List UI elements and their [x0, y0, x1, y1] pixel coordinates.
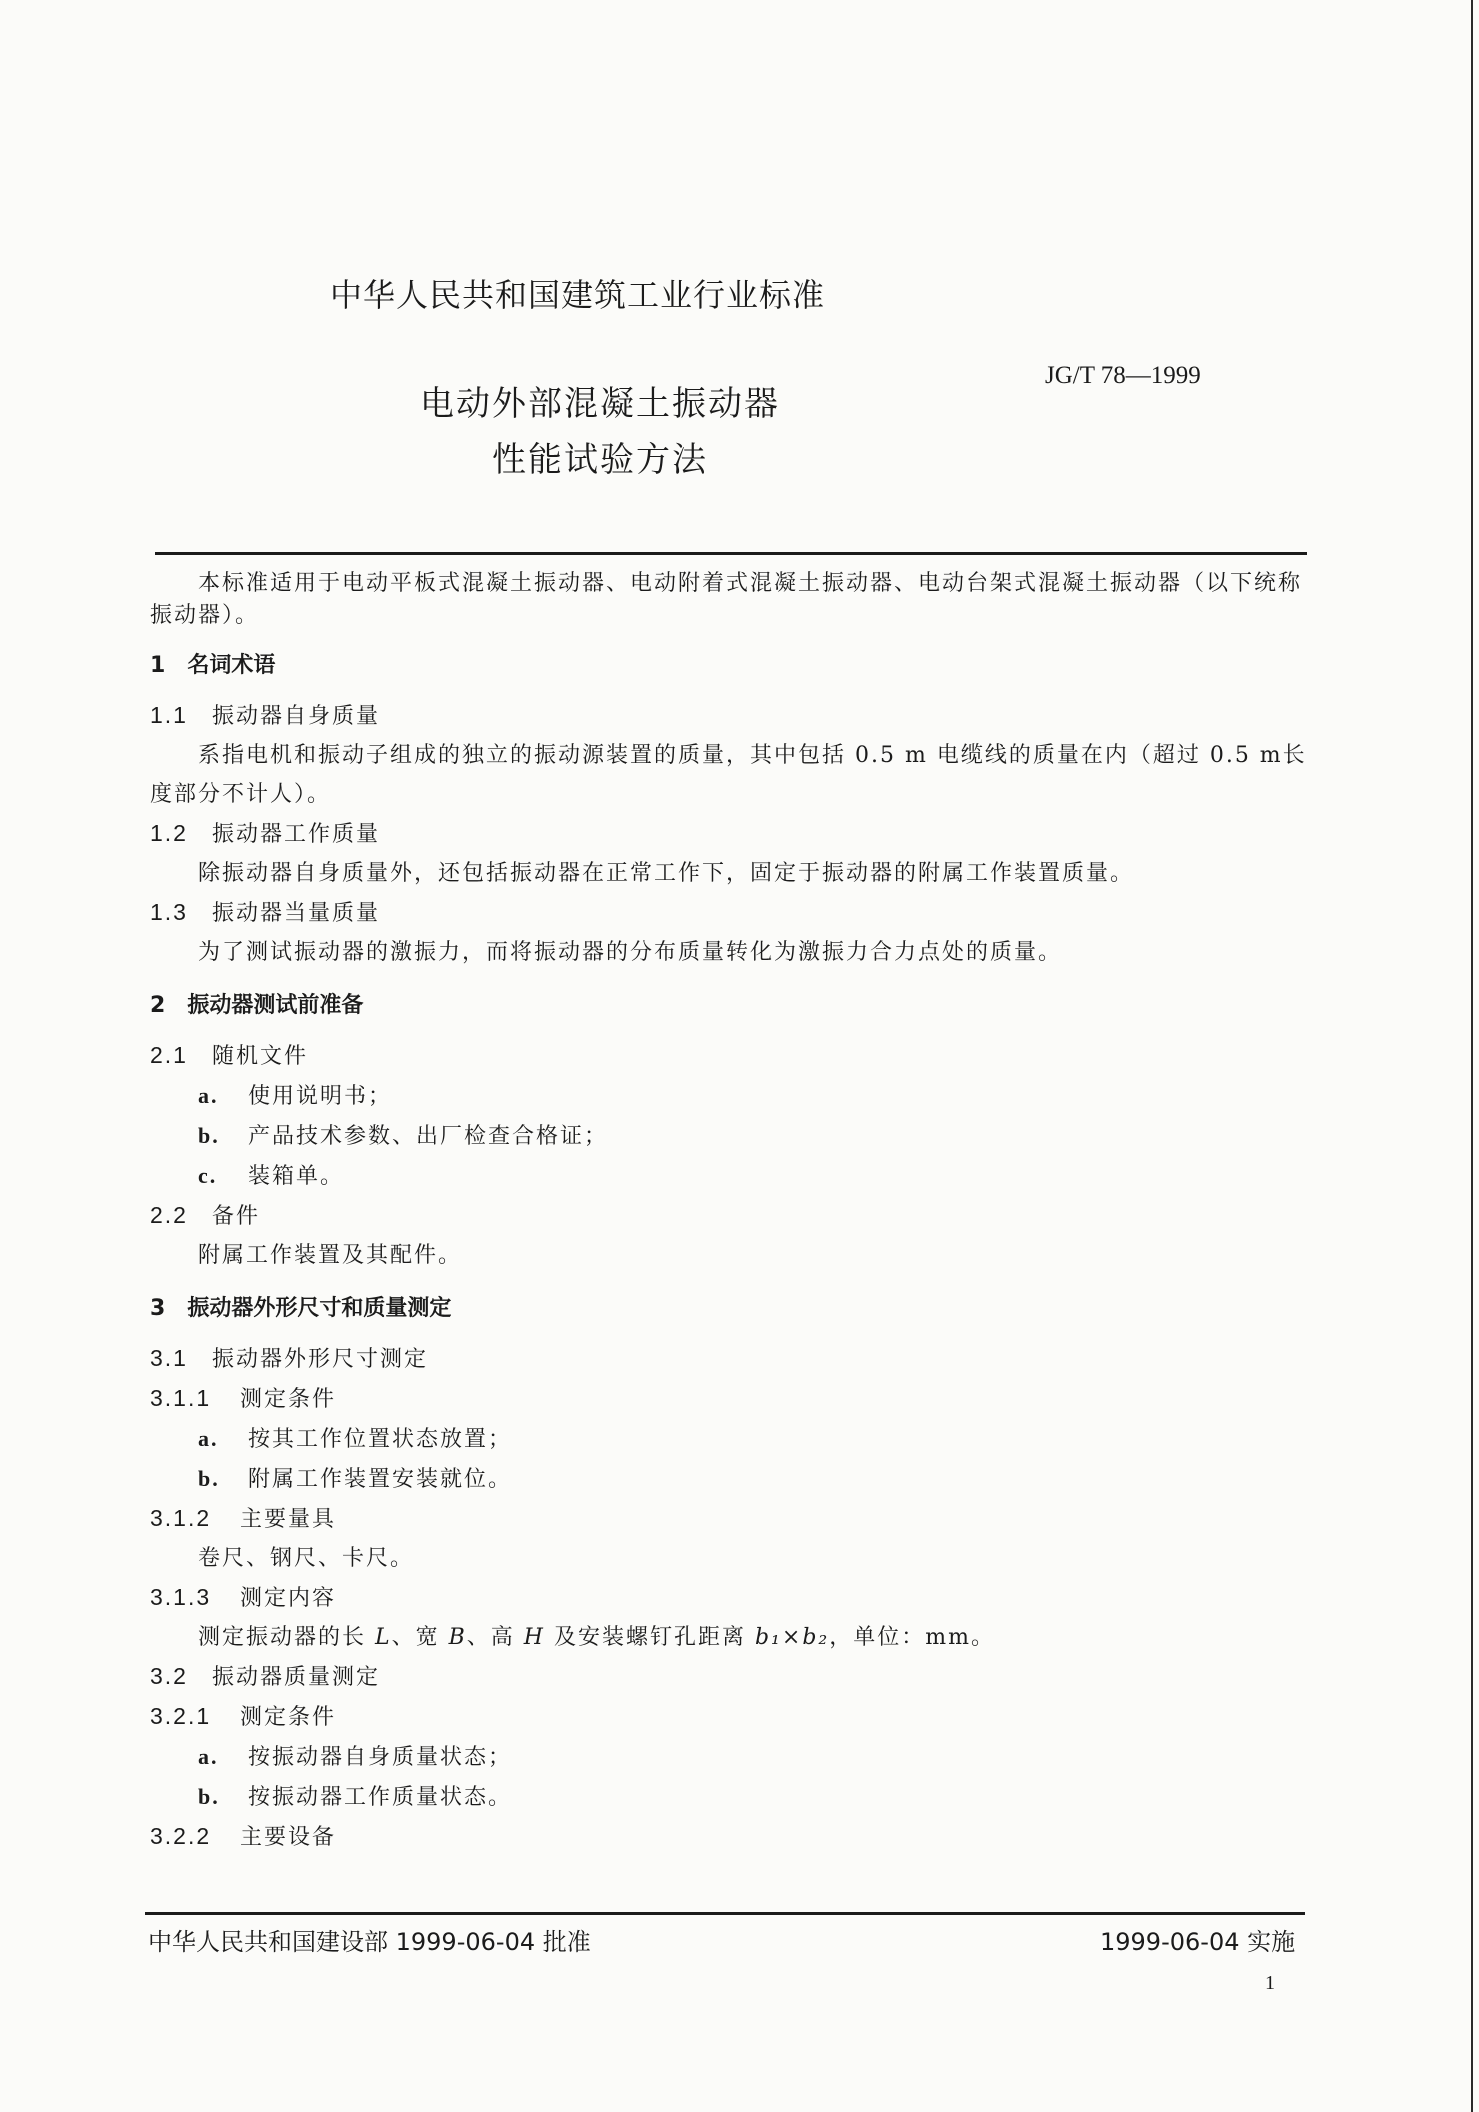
title-line-1: 电动外部混凝土振动器: [420, 384, 780, 424]
clause-1-1-desc: 系指电机和振动子组成的独立的振动源装置的质量，其中包括 0.5 m 电缆线的质量在内（超过 0.5 m长度部分不计人）。: [150, 743, 1307, 807]
standard-header: 中华人民共和国建筑工业行业标准: [330, 276, 826, 314]
list-item: c. 装箱单。: [198, 1163, 345, 1189]
clause-3-1-3: 3.1.3 测定内容: [150, 1584, 337, 1611]
bottom-rule: [145, 1912, 1305, 1915]
top-rule: [155, 552, 1307, 555]
clause-1-2-desc: 除振动器自身质量外，还包括振动器在正常工作下，固定于振动器的附属工作装置质量。: [198, 861, 1135, 886]
clause-3-1: 3.1 振动器外形尺寸测定: [150, 1345, 429, 1372]
clause-1-3-desc: 为了测试振动器的激振力，而将振动器的分布质量转化为激振力合力点处的质量。: [198, 940, 1063, 965]
section-2-heading: 2 振动器测试前准备: [150, 993, 364, 1018]
list-item: b. 产品技术参数、出厂检查合格证；: [198, 1123, 609, 1149]
clause-3-1-2-desc: 卷尺、钢尺、卡尺。: [198, 1546, 415, 1571]
list-item: b. 按振动器工作质量状态。: [198, 1784, 513, 1810]
clause-1-1: 1.1 振动器自身质量: [150, 702, 381, 729]
clause-3-2: 3.2 振动器质量测定: [150, 1663, 381, 1690]
clause-3-1-1: 3.1.1 测定条件: [150, 1385, 337, 1412]
clause-2-2-desc: 附属工作装置及其配件。: [198, 1243, 463, 1268]
clause-3-2-1: 3.2.1 测定条件: [150, 1703, 337, 1730]
approval-line: 中华人民共和国建设部 1999-06-04 批准: [148, 1928, 591, 1956]
clause-1-2: 1.2 振动器工作质量: [150, 820, 381, 847]
page-edge-line: [1471, 0, 1473, 2112]
clause-2-2: 2.2 备件: [150, 1202, 261, 1229]
list-item: a. 按振动器自身质量状态；: [198, 1744, 513, 1770]
list-item: a. 按其工作位置状态放置；: [198, 1426, 513, 1452]
clause-1-3: 1.3 振动器当量质量: [150, 899, 381, 926]
page-number: 1: [1265, 1972, 1275, 1994]
document-title: [380, 376, 820, 488]
implementation-date: 1999-06-04 实施: [1100, 1928, 1296, 1956]
document-body: [150, 568, 1310, 1857]
clause-2-1: 2.1 随机文件: [150, 1042, 309, 1069]
clause-3-1-3-desc: 测定振动器的长 L、宽 B、高 H 及安装螺钉孔距离 b₁×b₂，单位：mm。: [198, 1625, 995, 1650]
clause-3-2-2: 3.2.2 主要设备: [150, 1823, 337, 1850]
title-line-2: 性能试验方法: [492, 440, 708, 480]
intro-paragraph: 本标准适用于电动平板式混凝土振动器、电动附着式混凝土振动器、电动台架式混凝土振动器（以下统称振动器）。: [150, 571, 1303, 628]
section-3-heading: 3 振动器外形尺寸和质量测定: [150, 1296, 452, 1321]
clause-3-1-2: 3.1.2 主要量具: [150, 1505, 337, 1532]
standard-code: JG/T 78—1999: [1045, 362, 1201, 389]
section-1-heading: 1 名词术语: [150, 653, 276, 678]
list-item: a. 使用说明书；: [198, 1083, 393, 1109]
list-item: b. 附属工作装置安装就位。: [198, 1466, 513, 1492]
